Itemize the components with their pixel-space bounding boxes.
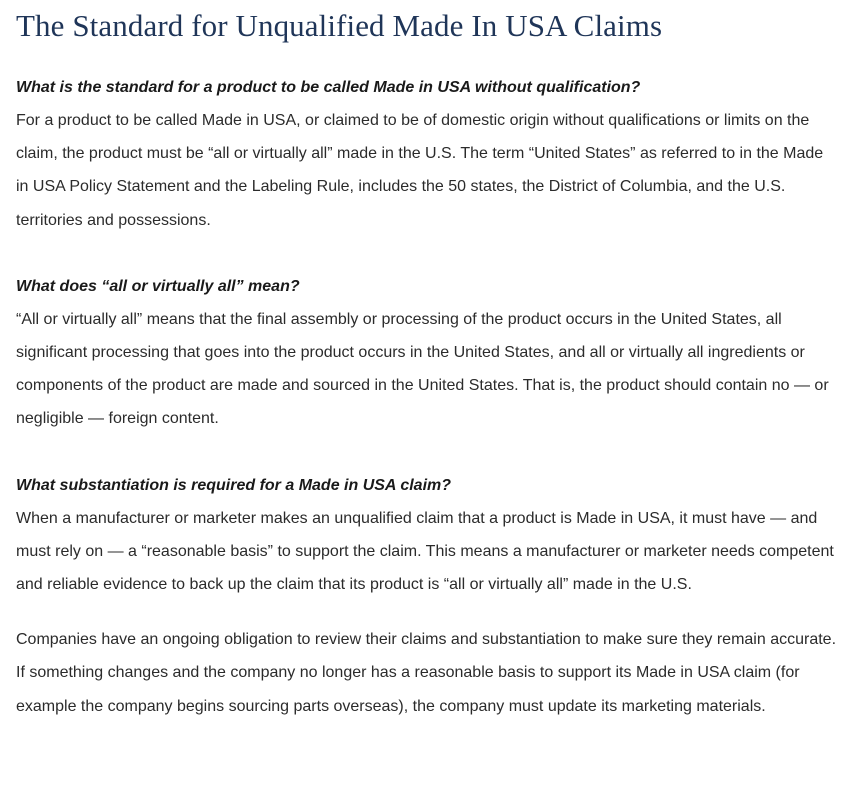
paragraph-spacer [16,601,838,623]
page-title: The Standard for Unqualified Made In USA Claims [16,8,663,43]
answer-substantiation: When a manufacturer or marketer makes an unqualified claim that a product is Made in USA, it must have — and must rely on — a “reasonable basis” to support the claim. This means a manufacturer or marketer needs competent and reliable evidence to back up the claim that its product is “all or virtually all” made in the U.S. [16,509,834,594]
article [16,0,838,723]
question-all-or-virtually-all: What does “all or virtually all” mean? [16,277,300,295]
section-spacer [16,436,838,469]
closing-paragraph: Companies have an ongoing obligation to review their claims and substantiation to make sure they remain accurate. If something changes and the company no longer has a reasonable basis to support its Made in USA claim (for example the company begins sourcing parts overseas), the company must update its marketing materials. [16,631,837,715]
answer-standard: For a product to be called Made in USA, or claimed to be of domestic origin without qualifications or limits on the claim, the product must be “all or virtually all” made in the U.S. The term “United States” as referred to in the Made in USA Policy Statement and the Labeling Rule, includes the 50 states, the District of Columbia, and the U.S. territories and possessions. [16,112,824,229]
question-substantiation: What substantiation is required for a Made in USA claim? [16,476,452,494]
answer-all-or-virtually-all: “All or virtually all” means that the final assembly or processing of the product occurs in the United States, all significant processing that goes into the product occurs in the United States, and all or virtually all ingredients or components of the product are made and sourced in the United States. That is, the product should contain no — or negligible — foreign content. [16,310,829,428]
question-standard: What is the standard for a product to be called Made in USA without qualification? [16,79,641,96]
section-spacer [16,237,838,270]
